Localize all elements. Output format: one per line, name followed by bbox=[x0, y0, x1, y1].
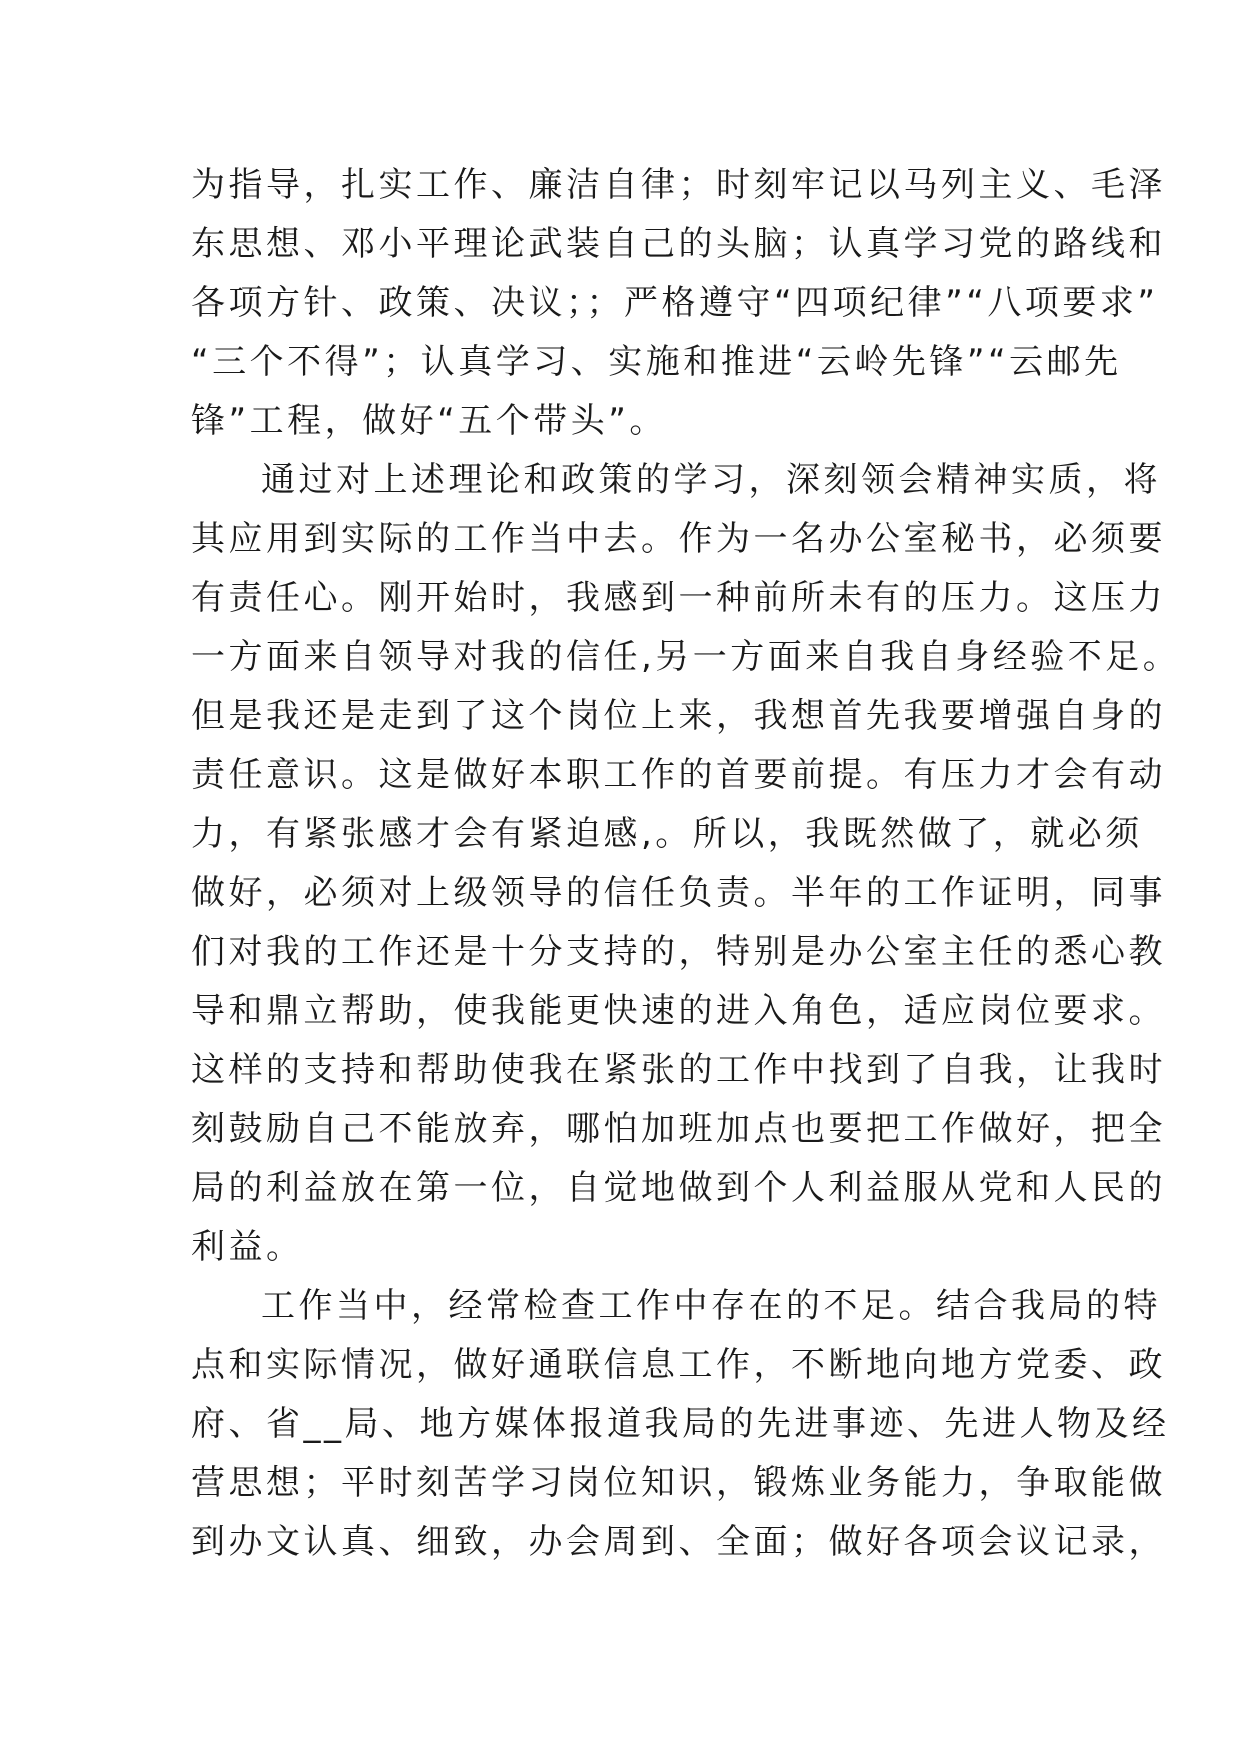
text-line: 到办文认真、细致，办会周到、全面；做好各项会议记录， bbox=[191, 1522, 1166, 1562]
text-line: 们对我的工作还是十分支持的，特别是办公室主任的悉心教 bbox=[191, 932, 1166, 972]
text-line: 利益。 bbox=[191, 1227, 304, 1267]
text-line: 东思想、邓小平理论武装自己的头脑；认真学习党的路线和 bbox=[191, 224, 1166, 264]
text-line: 点和实际情况，做好通联信息工作，不断地向地方党委、政 bbox=[191, 1345, 1166, 1385]
text-line: 各项方针、政策、决议；；严格遵守“四项纪律”“八项要求” bbox=[191, 283, 1159, 323]
text-line: 责任意识。这是做好本职工作的首要前提。有压力才会有动 bbox=[191, 755, 1166, 795]
text-line: 导和鼎立帮助，使我能更快速的进入角色，适应岗位要求。 bbox=[191, 991, 1166, 1031]
text-line: 但是我还是走到了这个岗位上来，我想首先我要增强自身的 bbox=[191, 696, 1166, 736]
text-line: 刻鼓励自己不能放弃，哪怕加班加点也要把工作做好，把全 bbox=[191, 1109, 1166, 1149]
text-line: 有责任心。刚开始时，我感到一种前所未有的压力。这压力 bbox=[191, 578, 1166, 618]
text-line: 做好，必须对上级领导的信任负责。半年的工作证明，同事 bbox=[191, 873, 1166, 913]
text-line: 府、省__局、地方媒体报道我局的先进事迹、先进人物及经 bbox=[191, 1404, 1170, 1444]
paragraph-first-line: 工作当中，经常检查工作中存在的不足。结合我局的特 bbox=[261, 1286, 1161, 1326]
text-line: 力，有紧张感才会有紧迫感,。所以，我既然做了，就必须 bbox=[191, 814, 1143, 854]
text-line: 为指导，扎实工作、廉洁自律；时刻牢记以马列主义、毛泽 bbox=[191, 165, 1166, 205]
text-line: “三个不得”；认真学习、实施和推进“云岭先锋”“云邮先 bbox=[191, 342, 1122, 382]
text-line: 锋”工程，做好“五个带头”。 bbox=[191, 401, 667, 441]
document-body bbox=[191, 156, 1181, 1572]
text-line: 这样的支持和帮助使我在紧张的工作中找到了自我，让我时 bbox=[191, 1050, 1166, 1090]
paragraph-first-line: 通过对上述理论和政策的学习，深刻领会精神实质，将 bbox=[261, 460, 1161, 500]
text-line: 营思想；平时刻苦学习岗位知识，锻炼业务能力，争取能做 bbox=[191, 1463, 1166, 1503]
text-line: 局的利益放在第一位，自觉地做到个人利益服从党和人民的 bbox=[191, 1168, 1166, 1208]
text-line: 一方面来自领导对我的信任,另一方面来自我自身经验不足。 bbox=[191, 637, 1181, 677]
text-line: 其应用到实际的工作当中去。作为一名办公室秘书，必须要 bbox=[191, 519, 1166, 559]
